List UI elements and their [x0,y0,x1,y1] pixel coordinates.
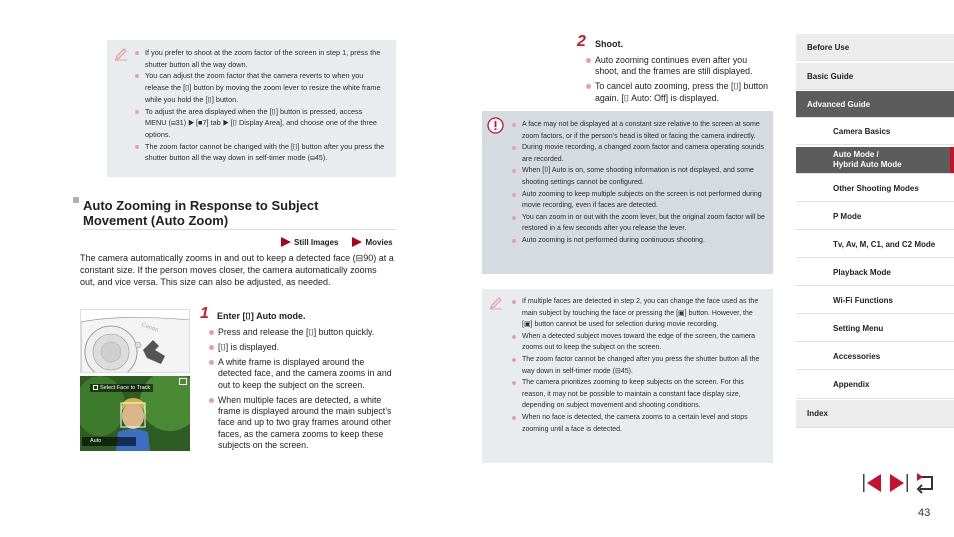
nav-p-mode[interactable] [796,203,954,230]
next-page-icon[interactable] [887,472,911,494]
nav-label-line2: Hybrid Auto Mode [833,160,902,169]
step1-list [209,327,395,455]
nav-label: Wi-Fi Functions [833,295,893,305]
still-images-arrow-icon [281,237,291,247]
caution-list [512,119,765,247]
step1-heading: Enter [⌷] Auto mode. [217,311,306,321]
caution-item: A face may not be displayed at a constant size relative to the screen at some zoom factors, or if the person’s head is tilted or facing the camera indirectly. [512,119,765,142]
note-top-item: If you prefer to shoot at the zoom factor of the screen in step 1, press the shutter button all the way down. [135,47,385,70]
nav-label: Advanced Guide [807,99,871,109]
caution-item: Auto zooming is not performed during continuous shooting. [512,235,765,247]
section-underline [83,229,396,230]
nav-label: Appendix [833,380,870,389]
note-box-top [107,40,396,177]
step2-item: To cancel auto zooming, press the [⌷] button again. [⌷ Auto: Off] is displayed. [586,81,772,104]
nav-other-shooting-modes[interactable] [796,175,954,202]
nav-label: Setting Menu [833,323,884,333]
nav-label-line1: Auto Mode / [833,150,879,159]
nav-active-indicator [950,147,954,173]
step2-list [586,55,772,108]
caution-icon [487,117,504,134]
nav-index[interactable] [796,400,954,428]
svg-text:Canon: Canon [140,322,159,334]
step2-number: 2 [577,33,586,50]
nav-label: P Mode [833,211,862,221]
nav-before-use[interactable] [796,34,954,61]
camera-drawing [81,310,190,373]
side-nav [796,34,954,434]
nav-wifi-functions[interactable] [796,287,954,314]
nav-advanced-guide[interactable] [796,91,954,118]
step1-number: 1 [200,305,209,322]
lcd-screen [80,376,190,451]
note-top-item: The zoom factor cannot be changed with the [⌷] button after you press the shutter button all the way down in self-timer mode (⊟45). [135,141,385,164]
note-bottom-item: The camera prioritizes zooming to keep subjects on the screen. For this reason, it may not be possible to maintain a constant face display size, depending on subject movement and shooting conditions. [512,377,765,412]
caution-item: Auto zooming to keep multiple subjects on the screen is not performed during movie recording, even if faces are detected. [512,189,765,212]
still-images-tag: Still Images [294,237,339,247]
note-top-item: You can adjust the zoom factor that the camera reverts to when you release the [⌷] button by moving the zoom lever to resize the white frame while you hold the [⌷] button. [135,70,385,105]
caution-box [482,111,773,274]
screen-label: Select Face to Track [100,385,151,391]
nav-label: Before Use [807,42,850,52]
nav-label: Other Shooting Modes [833,183,919,193]
note-bottom-list [512,296,765,435]
step2-item: Auto zooming continues even after you shoot, and the frames are still displayed. [586,55,772,78]
nav-playback-mode[interactable] [796,259,954,286]
note-box-bottom [482,289,773,463]
note-top-list [135,47,385,164]
section-intro: The camera automatically zooms in and out to keep a detected face (⊟90) at a constant size. If the person moves closer, the camera automatically zooms out, and vice versa. This size can also be adjusted, as needed. [80,253,394,287]
caution-item: When [⌷] Auto is on, some shooting information is not displayed, and some shooting settings cannot be configured. [512,165,765,188]
note-top-item: To adjust the area displayed when the [⌷] button is pressed, access MENU (⊟31) ▶ [■7] tab ▶ [⌷ Display Area], and choose one of the three options. [135,106,385,141]
nav-auto-mode[interactable] [796,147,954,174]
caution-item: You can zoom in or out with the zoom lever, but the original zoom factor will be restored in a few seconds after you release the lever. [512,212,765,235]
screen-corner-icon [179,378,187,385]
mode-tags [281,237,393,247]
nav-basic-guide[interactable] [796,63,954,90]
nav-tv-av-m-mode[interactable] [796,231,954,258]
previous-page-icon[interactable] [860,472,884,494]
section-title-line2: Movement (Auto Zoom) [83,213,229,228]
pencil-note-icon [113,46,129,62]
page-nav-buttons [860,472,936,494]
step1-item: Press and release the [⌷] button quickly. [209,327,395,338]
nav-label: Playback Mode [833,267,891,277]
note-bottom-item: When no face is detected, the camera zooms to a certain level and stops zooming until a face is detected. [512,412,765,435]
note-bottom-item: When a detected subject moves toward the edge of the screen, the camera zooms out to keep the subject on the screen. [512,331,765,354]
nav-label: Basic Guide [807,71,854,81]
page-number: 43 [918,507,931,519]
screen-auto-bar [82,437,136,446]
nav-label: Index [807,409,828,418]
pencil-note-icon [488,295,504,311]
movies-arrow-icon [352,237,362,247]
movies-tag: Movies [365,237,393,247]
nav-accessories[interactable] [796,343,954,370]
nav-label: Tv, Av, M, C1, and C2 Mode [833,239,936,249]
section-title-marker [73,197,79,203]
note-bottom-item: The zoom factor cannot be changed after you press the shutter button all the way down in self-timer mode (⊟45). [512,354,765,377]
step2-heading: Shoot. [595,39,623,49]
section-title [83,198,318,228]
nav-camera-basics[interactable] [796,119,954,145]
caution-item: During movie recording, a changed zoom factor and camera operating sounds are recorded. [512,142,765,165]
nav-label: Accessories [833,351,881,361]
note-bottom-item: If multiple faces are detected in step 2, you can change the face used as the main subject by touching the face or pressing the [▣] button. However, the [▣] button cannot be used for selection during movie recording. [512,296,765,331]
step1-item: A white frame is displayed around the detected face, and the camera zooms in and out to keep the subject on the screen. [209,357,395,391]
screen-face-icon [93,385,98,390]
screen-auto-text: Auto [90,438,102,444]
step1-item: When multiple faces are detected, a white frame is displayed around the main subject’s face and up to two gray frames around other faces, as the camera zooms to keep these subjects on the screen. [209,395,395,452]
camera-illustration [80,309,190,373]
nav-label: Camera Basics [833,127,891,136]
step1-item: [⌷] is displayed. [209,342,395,353]
nav-appendix[interactable] [796,371,954,399]
section-title-line1: Auto Zooming in Response to Subject [83,198,319,213]
back-return-icon[interactable] [913,472,936,494]
nav-setting-menu[interactable] [796,315,954,342]
screen-label-bar [90,384,153,392]
